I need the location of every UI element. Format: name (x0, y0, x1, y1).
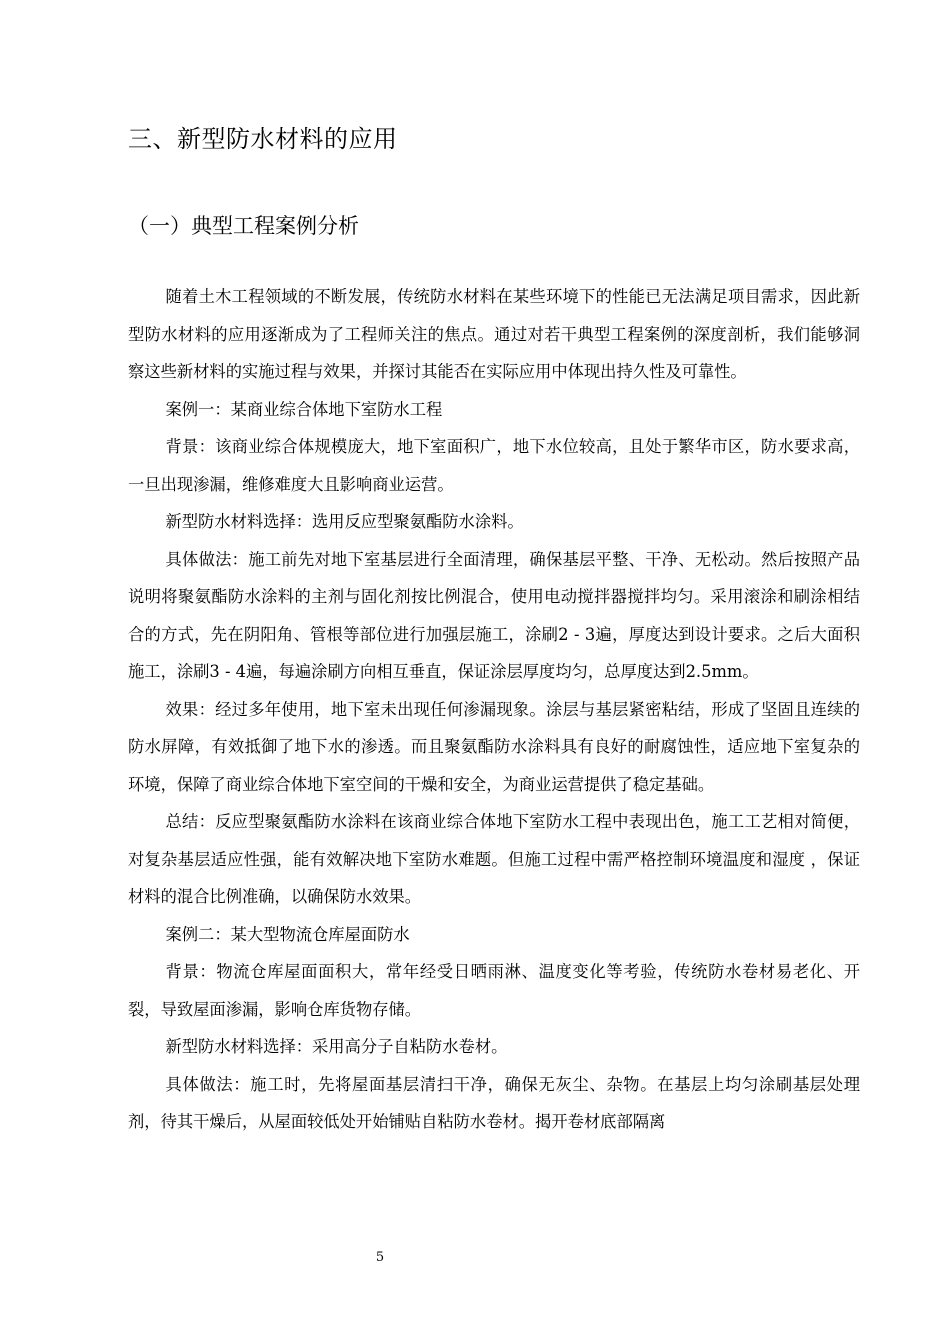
subsection-heading: （一）典型工程案例分析 (128, 214, 359, 238)
page-number: 5 (375, 1250, 385, 1265)
paragraph-case2-background: 背景：物流仓库屋面面积大，常年经受日晒雨淋、温度变化等考验，传统防水卷材易老化、开裂，导致屋面渗漏，影响仓库货物存储。 (128, 962, 860, 1019)
paragraph-intro: 随着土木工程领域的不断发展，传统防水材料在某些环境下的性能已无法满足项目需求，因此新型防水材料的应用逐渐成为了工程师关注的焦点。通过对若干典型工程案例的深度剖析，我们能够洞察这些新材料的实施过程与效果，并探讨其能否在实际应用中体现出持久性及可靠性。 (128, 287, 860, 381)
paragraph-case1-title: 案例一：某商业综合体地下室防水工程 (165, 399, 443, 419)
section-heading: 三、新型防水材料的应用 (128, 125, 398, 153)
paragraph-case1-material: 新型防水材料选择：选用反应型聚氨酯防水涂料。 (165, 512, 524, 531)
paragraph-case1-summary: 总结：反应型聚氨酯防水涂料在该商业综合体地下室防水工程中表现出色，施工工艺相对简便，对复杂基层适应性强，能有效解决地下室防水难题。但施工过程中需严格控制环境温度和湿度 ，保证材料的混合比例准确，以确保防水效果。 (128, 812, 860, 906)
body-text (128, 278, 860, 1141)
paragraph-case2-material: 新型防水材料选择：采用高分子自粘防水卷材。 (165, 1037, 508, 1056)
paragraph-case1-method: 具体做法：施工前先对地下室基层进行全面清理，确保基层平整、干净、无松动。然后按照产品说明将聚氨酯防水涂料的主剂与固化剂按比例混合，使用电动搅拌器搅拌均匀。采用滚涂和刷涂相结合的方式，先在阴阳角、管根等部位进行加强层施工，涂刷2 - 3遍，厚度达到设计要求。之后大面积施工，涂刷3 - 4遍，每遍涂刷方向相互垂直，保证涂层厚度均匀，总厚度达到2.5mm。 (128, 549, 860, 681)
paragraph-case1-background: 背景：该商业综合体规模庞大，地下室面积广，地下水位较高，且处于繁华市区，防水要求高，一旦出现渗漏，维修难度大且影响商业运营。 (128, 437, 860, 494)
paragraph-case2-title: 案例二：某大型物流仓库屋面防水 (165, 924, 410, 944)
paragraph-case1-effect: 效果：经过多年使用，地下室未出现任何渗漏现象。涂层与基层紧密粘结，形成了坚固且连续的防水屏障，有效抵御了地下水的渗透。而且聚氨酯防水涂料具有良好的耐腐蚀性，适应地下室复杂的环境，保障了商业综合体地下室空间的干燥和安全，为商业运营提供了稳定基础。 (128, 699, 860, 794)
paragraph-case2-method: 具体做法：施工时，先将屋面基层清扫干净，确保无灰尘、杂物。在基层上均匀涂刷基层处理剂，待其干燥后，从屋面较低处开始铺贴自粘防水卷材。揭开卷材底部隔离 (128, 1074, 860, 1131)
